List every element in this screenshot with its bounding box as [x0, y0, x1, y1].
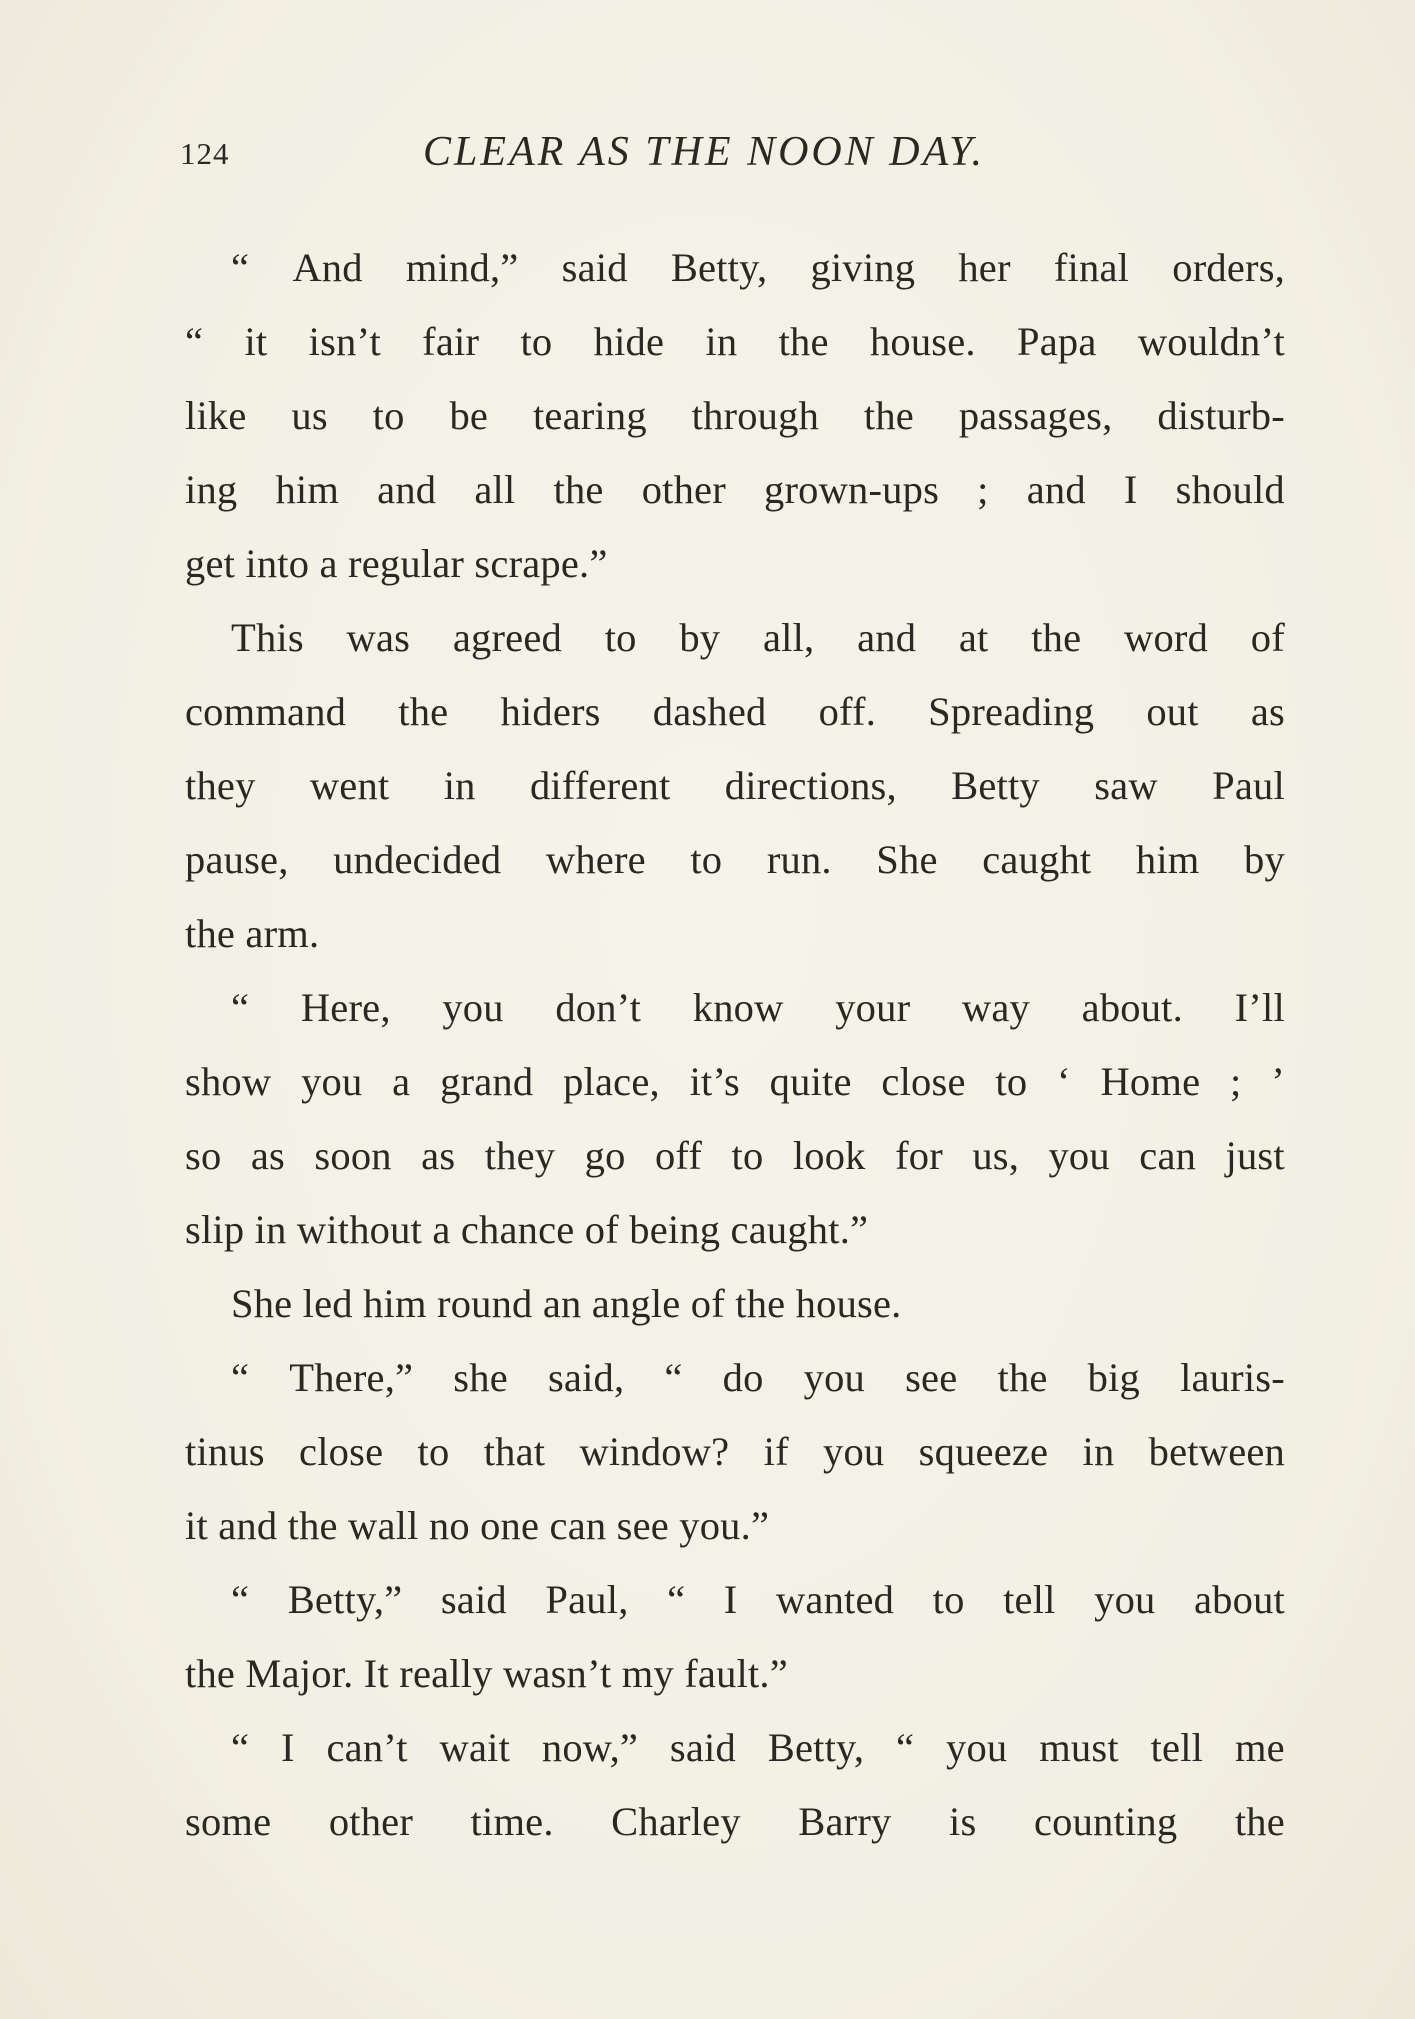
- word: about.: [1081, 985, 1183, 1030]
- word: way: [961, 985, 1030, 1030]
- word: said,: [547, 1355, 625, 1400]
- word: it’s: [689, 1059, 740, 1104]
- word: Betty,: [670, 245, 768, 290]
- word: him: [1135, 837, 1200, 882]
- word: “: [185, 319, 204, 364]
- word: him: [275, 467, 340, 512]
- word: went: [309, 763, 390, 808]
- word: the: [863, 393, 914, 438]
- word: you: [946, 1725, 1008, 1770]
- word: close: [299, 1429, 384, 1474]
- word: out: [1146, 689, 1199, 734]
- word: and: [377, 467, 437, 512]
- word: dashed: [652, 689, 767, 734]
- word: command: [185, 689, 347, 734]
- word: grown-ups: [764, 467, 940, 512]
- word: you: [1048, 1133, 1110, 1178]
- word: other: [641, 467, 726, 512]
- word: I’ll: [1234, 985, 1285, 1030]
- text-line: [185, 1711, 1285, 1785]
- word: in: [1082, 1429, 1115, 1474]
- word: she: [453, 1355, 508, 1400]
- word: the: [398, 689, 449, 734]
- page-number: 124: [180, 136, 230, 171]
- word: “: [896, 1725, 915, 1770]
- word: go: [584, 1133, 626, 1178]
- word: to: [520, 319, 553, 364]
- word: ing: [185, 467, 238, 512]
- text-line: slip in without a chance of being caught.”: [185, 1207, 869, 1252]
- word: Betty,”: [287, 1577, 403, 1622]
- word: mind,”: [405, 245, 519, 290]
- word: between: [1148, 1429, 1285, 1474]
- word: “: [231, 985, 250, 1030]
- word: Betty,: [767, 1725, 865, 1770]
- word: if: [763, 1429, 789, 1474]
- word: ;: [1230, 1059, 1242, 1104]
- text-line: it and the wall no one can see you.”: [185, 1503, 770, 1548]
- text-line: [185, 1563, 1285, 1637]
- word: wanted: [775, 1577, 895, 1622]
- word: through: [691, 393, 820, 438]
- word: by: [679, 615, 721, 660]
- text-line: [185, 453, 1285, 527]
- word: you: [301, 1059, 363, 1104]
- word: Here,: [300, 985, 391, 1030]
- text-line: the Major. It really wasn’t my fault.”: [185, 1651, 788, 1696]
- word: as: [1250, 689, 1285, 734]
- word: big: [1087, 1355, 1141, 1400]
- word: “: [664, 1355, 683, 1400]
- word: “: [231, 1355, 250, 1400]
- word: they: [185, 763, 256, 808]
- word: said: [561, 245, 628, 290]
- word: can’t: [326, 1725, 408, 1770]
- word: is: [949, 1799, 977, 1844]
- word: quite: [769, 1059, 852, 1104]
- word: There,”: [289, 1355, 414, 1400]
- word: the: [1031, 615, 1082, 660]
- word: word: [1124, 615, 1209, 660]
- word: by: [1244, 837, 1285, 882]
- word: final: [1053, 245, 1130, 290]
- word: soon: [314, 1133, 392, 1178]
- word: “: [231, 1725, 250, 1770]
- word: Paul: [1212, 763, 1285, 808]
- text-line: She led him round an angle of the house.: [231, 1281, 902, 1326]
- word: us,: [972, 1133, 1020, 1178]
- word: it: [244, 319, 268, 364]
- word: your: [835, 985, 911, 1030]
- word: agreed: [452, 615, 562, 660]
- word: the: [1234, 1799, 1285, 1844]
- word: to: [690, 837, 723, 882]
- word: window?: [579, 1429, 730, 1474]
- text-line: [185, 971, 1285, 1045]
- word: tell: [1003, 1577, 1056, 1622]
- word: to: [604, 615, 637, 660]
- page-header: [180, 128, 1290, 178]
- word: ‘: [1057, 1059, 1071, 1104]
- word: in: [705, 319, 738, 364]
- word: pause,: [185, 837, 289, 882]
- word: grand: [440, 1059, 534, 1104]
- word: about: [1194, 1577, 1285, 1622]
- word: counting: [1033, 1799, 1178, 1844]
- word: just: [1225, 1133, 1285, 1178]
- word: “: [231, 245, 250, 290]
- word: some: [185, 1799, 272, 1844]
- word: caught: [982, 837, 1092, 882]
- word: I: [281, 1725, 295, 1770]
- word: where: [545, 837, 646, 882]
- word: for: [895, 1133, 943, 1178]
- word: to: [995, 1059, 1028, 1104]
- word: She: [876, 837, 938, 882]
- text-line: [185, 1785, 1285, 1859]
- word: me: [1234, 1725, 1285, 1770]
- text-line: [185, 1341, 1285, 1415]
- word: that: [483, 1429, 546, 1474]
- word: must: [1039, 1725, 1119, 1770]
- word: ’: [1271, 1059, 1285, 1104]
- word: hiders: [500, 689, 601, 734]
- word: tearing: [532, 393, 647, 438]
- word: like: [185, 393, 247, 438]
- text-line: [185, 305, 1285, 379]
- text-line: [185, 601, 1285, 675]
- word: off.: [818, 689, 877, 734]
- text-line: [185, 379, 1285, 453]
- word: orders,: [1172, 245, 1285, 290]
- word: I: [1123, 467, 1138, 512]
- word: giving: [810, 245, 916, 290]
- word: to: [731, 1133, 764, 1178]
- word: wait: [439, 1725, 511, 1770]
- word: time.: [470, 1799, 554, 1844]
- word: us: [291, 393, 328, 438]
- word: don’t: [555, 985, 642, 1030]
- word: and: [1026, 467, 1086, 512]
- word: to: [932, 1577, 965, 1622]
- word: all: [474, 467, 516, 512]
- word: tinus: [185, 1429, 265, 1474]
- word: Papa: [1017, 319, 1097, 364]
- text-line: the arm.: [185, 911, 320, 956]
- word: the: [778, 319, 829, 364]
- word: a: [392, 1059, 411, 1104]
- word: fair: [422, 319, 480, 364]
- word: said: [440, 1577, 507, 1622]
- word: was: [346, 615, 411, 660]
- word: at: [958, 615, 989, 660]
- text-line: [185, 1415, 1285, 1489]
- word: to: [417, 1429, 450, 1474]
- word: they: [484, 1133, 556, 1178]
- word: the: [997, 1355, 1048, 1400]
- word: as: [250, 1133, 285, 1178]
- word: other: [328, 1799, 414, 1844]
- word: Paul,: [545, 1577, 629, 1622]
- word: be: [449, 393, 489, 438]
- text-line: [185, 823, 1285, 897]
- word: disturb-: [1157, 393, 1285, 438]
- word: the: [553, 467, 604, 512]
- text-line: [185, 675, 1285, 749]
- word: Barry: [798, 1799, 892, 1844]
- word: passages,: [958, 393, 1113, 438]
- word: saw: [1094, 763, 1158, 808]
- word: show: [185, 1059, 272, 1104]
- word: said: [669, 1725, 736, 1770]
- text-line: [185, 749, 1285, 823]
- word: you: [1094, 1577, 1156, 1622]
- word: Charley: [611, 1799, 741, 1844]
- word: “: [667, 1577, 686, 1622]
- word: different: [529, 763, 671, 808]
- body-text: [185, 231, 1285, 1859]
- word: in: [443, 763, 476, 808]
- word: you: [803, 1355, 866, 1400]
- text-line: [185, 231, 1285, 305]
- word: lauris-: [1180, 1355, 1285, 1400]
- word: of: [1250, 615, 1285, 660]
- word: tell: [1150, 1725, 1204, 1770]
- word: can: [1139, 1133, 1197, 1178]
- word: you: [442, 985, 504, 1030]
- word: place,: [563, 1059, 660, 1104]
- word: hide: [593, 319, 665, 364]
- word: This: [231, 615, 304, 660]
- word: her: [958, 245, 1011, 290]
- word: Betty: [951, 763, 1040, 808]
- text-line: get into a regular scrape.”: [185, 541, 608, 586]
- word: Home: [1100, 1059, 1201, 1104]
- word: now,”: [541, 1725, 639, 1770]
- word: ;: [977, 467, 989, 512]
- word: house.: [869, 319, 976, 364]
- word: close: [881, 1059, 966, 1104]
- word: “: [231, 1577, 250, 1622]
- word: you: [823, 1429, 885, 1474]
- word: look: [792, 1133, 866, 1178]
- word: know: [692, 985, 784, 1030]
- word: run.: [766, 837, 832, 882]
- word: and: [857, 615, 917, 660]
- word: to: [372, 393, 405, 438]
- word: isn’t: [308, 319, 381, 364]
- word: And: [292, 245, 363, 290]
- word: squeeze: [918, 1429, 1049, 1474]
- word: do: [722, 1355, 764, 1400]
- word: as: [421, 1133, 456, 1178]
- word: see: [905, 1355, 958, 1400]
- word: directions,: [724, 763, 897, 808]
- word: all,: [762, 615, 815, 660]
- word: wouldn’t: [1137, 319, 1285, 364]
- word: I: [723, 1577, 738, 1622]
- word: so: [185, 1133, 222, 1178]
- word: Spreading: [928, 689, 1095, 734]
- running-head: CLEAR AS THE NOON DAY.: [423, 129, 985, 175]
- word: undecided: [333, 837, 502, 882]
- text-line: [185, 1045, 1285, 1119]
- word: should: [1175, 467, 1285, 512]
- word: off: [654, 1133, 703, 1178]
- text-line: [185, 1119, 1285, 1193]
